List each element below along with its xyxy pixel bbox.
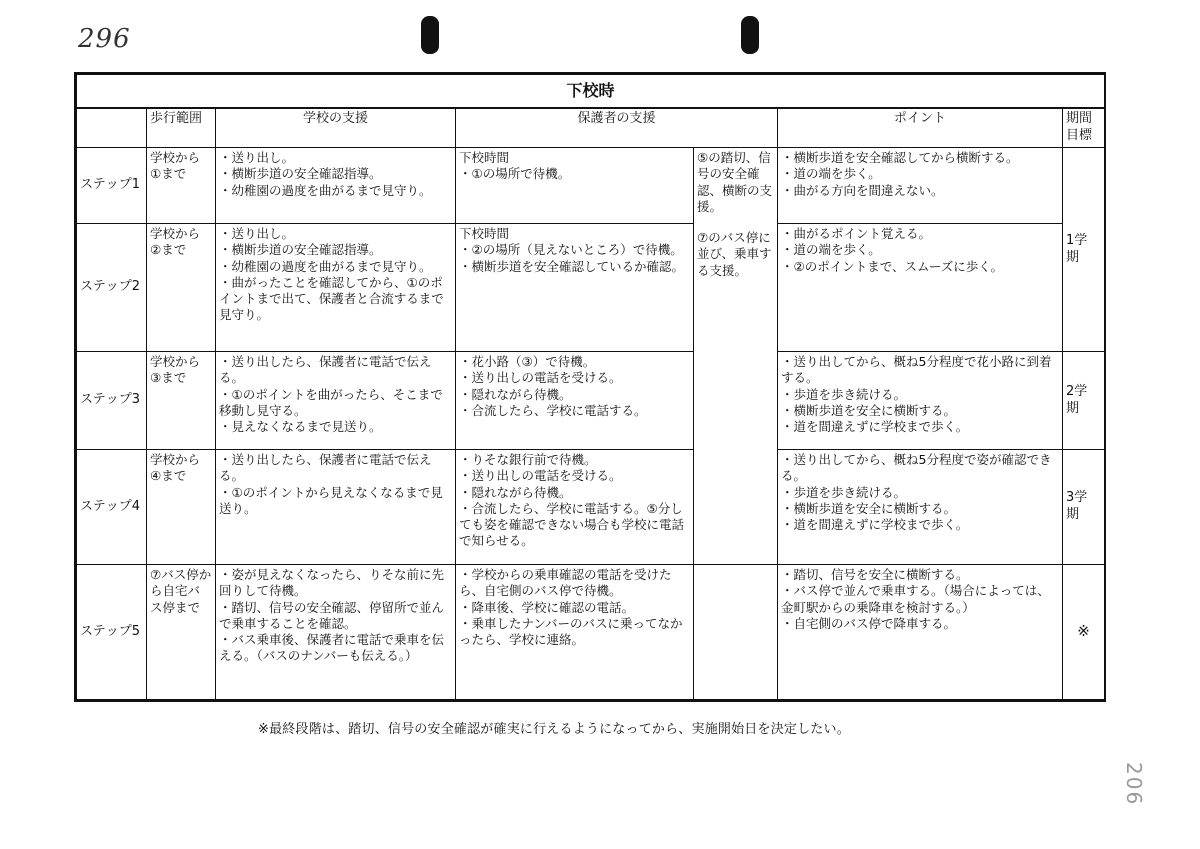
school-support-item: ・横断歩道の安全確認指導。: [219, 166, 382, 182]
school-support-cell: [216, 565, 456, 700]
step-label: ステップ3: [77, 352, 147, 450]
step-label: ステップ4: [77, 450, 147, 565]
guardian-support-item: 下校時間: [459, 226, 510, 241]
walking-range: ⑦バス停から自宅バス停まで: [147, 565, 216, 700]
guardian-support-cell: [456, 224, 694, 352]
guardian-support-item: ・①の場所で待機。: [459, 166, 571, 182]
guardian-side-support-empty: [694, 565, 778, 700]
point-item: ・横断歩道を安全に横断する。: [781, 402, 957, 418]
school-support-item: ・送り出したら、保護者に電話で伝える。: [219, 452, 432, 484]
guardian-support-item: ・合流したら、学校に電話する。⑤分しても姿を確認できない場合も学校に電話で知らせる。: [459, 500, 685, 549]
guardian-support-item: ・送り出しの電話を受ける。: [459, 370, 622, 386]
school-support-item: ・バス乗車後、保護者に電話で乗車を伝える。（バスのナンバーも伝える。）: [219, 632, 445, 664]
school-support-item: ・送り出し。: [219, 226, 295, 241]
point-cell: [778, 224, 1063, 352]
stamp-number: 206: [1122, 762, 1146, 807]
guardian-support-item: ・りそな銀行前で待機。: [459, 452, 597, 467]
guardian-support-item: ・送り出しの電話を受ける。: [459, 468, 622, 484]
point-item: ・曲がる方向を間違えない。: [781, 182, 944, 198]
point-item: ・道の端を歩く。: [781, 166, 881, 182]
point-cell: [778, 565, 1063, 700]
school-support-item: ・姿が見えなくなったら、りそな前に先回りして待機。: [219, 567, 445, 599]
point-item: ・バス停で並んで乗車する。（場合によっては、金町駅からの乗降車を検討する。）: [781, 583, 1050, 615]
term-goal: 3学 期: [1063, 450, 1105, 565]
school-support-cell: [216, 450, 456, 565]
point-item: ・送り出してから、概ね5分程度で姿が確認できる。: [781, 452, 1052, 484]
school-support-item: ・幼稚園の過度を曲がるまで見守り。: [219, 258, 432, 274]
punch-hole-left: [421, 16, 439, 54]
page-number: 296: [78, 24, 131, 54]
guardian-support-cell: [456, 352, 694, 450]
point-item: ・送り出してから、概ね5分程度で花小路に到着する。: [781, 354, 1052, 386]
guardian-side-support-bottom: ⑦のバス停に並び、乗車する支援。: [697, 230, 772, 278]
point-item: ・自宅側のバス停で降車する。: [781, 615, 957, 631]
header-guardian-support: 保護者の支援: [456, 108, 778, 148]
point-item: ・②のポイントまで、スムーズに歩く。: [781, 258, 1003, 274]
guardian-support-item: 下校時間: [459, 150, 510, 165]
step-label: ステップ2: [77, 224, 147, 352]
guardian-support-item: ・隠れながら待機。: [459, 484, 572, 500]
school-support-item: ・曲がったことを確認してから、①のポイントまで出て、保護者と合流するまで見守り。: [219, 274, 444, 323]
schedule-table-frame: [74, 72, 1106, 702]
point-item: ・歩道を歩き続ける。: [781, 386, 907, 402]
term-goal: 2学 期: [1063, 352, 1105, 450]
point-item: ・道の端を歩く。: [781, 242, 881, 258]
header-point: ポイント: [778, 108, 1063, 148]
guardian-support-item: ・隠れながら待機。: [459, 386, 572, 402]
walking-range: 学校から ①まで: [147, 148, 216, 224]
point-item: ・歩道を歩き続ける。: [781, 484, 907, 500]
table-title: 下校時: [77, 75, 1105, 109]
guardian-support-cell: [456, 450, 694, 565]
guardian-support-cell: [456, 148, 694, 224]
school-support-item: ・踏切、信号の安全確認、停留所で並んで乗車することを確認。: [219, 599, 445, 631]
walking-range: 学校から ③まで: [147, 352, 216, 450]
school-support-item: ・幼稚園の過度を曲がるまで見守り。: [219, 182, 432, 198]
school-support-item: ・①のポイントから見えなくなるまで見送り。: [219, 484, 443, 516]
step-label: ステップ5: [77, 565, 147, 700]
walking-range: 学校から ④まで: [147, 450, 216, 565]
guardian-side-support-top: ⑤の踏切、信号の安全確認、横断の支援。: [697, 150, 773, 214]
point-item: ・曲がるポイント覚える。: [781, 226, 932, 241]
guardian-support-item: ・横断歩道を安全確認しているか確認。: [459, 258, 685, 274]
school-support-item: ・送り出し。: [219, 150, 295, 165]
header-step: [77, 108, 147, 148]
point-item: ・道を間違えずに学校まで歩く。: [781, 517, 969, 532]
school-support-cell: [216, 352, 456, 450]
school-support-item: ・横断歩道の安全確認指導。: [219, 242, 382, 258]
header-range: 歩行範囲: [147, 108, 216, 148]
term-goal: ※: [1063, 565, 1105, 700]
point-item: ・横断歩道を安全確認してから横断する。: [781, 150, 1019, 165]
point-cell: [778, 148, 1063, 224]
school-support-item: ・①のポイントを曲がったら、そこまで移動し見守る。: [219, 386, 443, 418]
point-cell: [778, 450, 1063, 565]
dismissal-schedule-table: [76, 74, 1105, 700]
guardian-support-item: ・花小路（③）で待機。: [459, 354, 596, 369]
guardian-support-item: ・学校からの乗車確認の電話を受けたら、自宅側のバス停で待機。: [459, 567, 672, 599]
header-term: 期間 目標: [1063, 108, 1105, 148]
guardian-support-cell: [456, 565, 694, 700]
point-cell: [778, 352, 1063, 450]
guardian-side-support-cell: [694, 148, 778, 565]
school-support-item: ・見えなくなるまで見送り。: [219, 419, 382, 434]
school-support-cell: [216, 148, 456, 224]
term-goal: 1学 期: [1063, 148, 1105, 352]
step-label: ステップ1: [77, 148, 147, 224]
point-item: ・道を間違えずに学校まで歩く。: [781, 419, 969, 434]
school-support-cell: [216, 224, 456, 352]
walking-range: 学校から ②まで: [147, 224, 216, 352]
guardian-support-item: ・②の場所（見えないところ）で待機。: [459, 242, 683, 258]
punch-hole-right: [741, 16, 759, 54]
point-item: ・横断歩道を安全に横断する。: [781, 500, 957, 516]
school-support-item: ・送り出したら、保護者に電話で伝える。: [219, 354, 432, 386]
footer-note: ※最終段階は、踏切、信号の安全確認が確実に行えるようになってから、実施開始日を決定したい。: [258, 722, 850, 737]
guardian-support-item: ・乗車したナンバーのバスに乗ってなかったら、学校に連絡。: [459, 615, 683, 647]
guardian-support-item: ・降車後、学校に確認の電話。: [459, 599, 635, 615]
header-school-support: 学校の支援: [216, 108, 456, 148]
guardian-support-item: ・合流したら、学校に電話する。: [459, 402, 647, 418]
point-item: ・踏切、信号を安全に横断する。: [781, 567, 969, 582]
